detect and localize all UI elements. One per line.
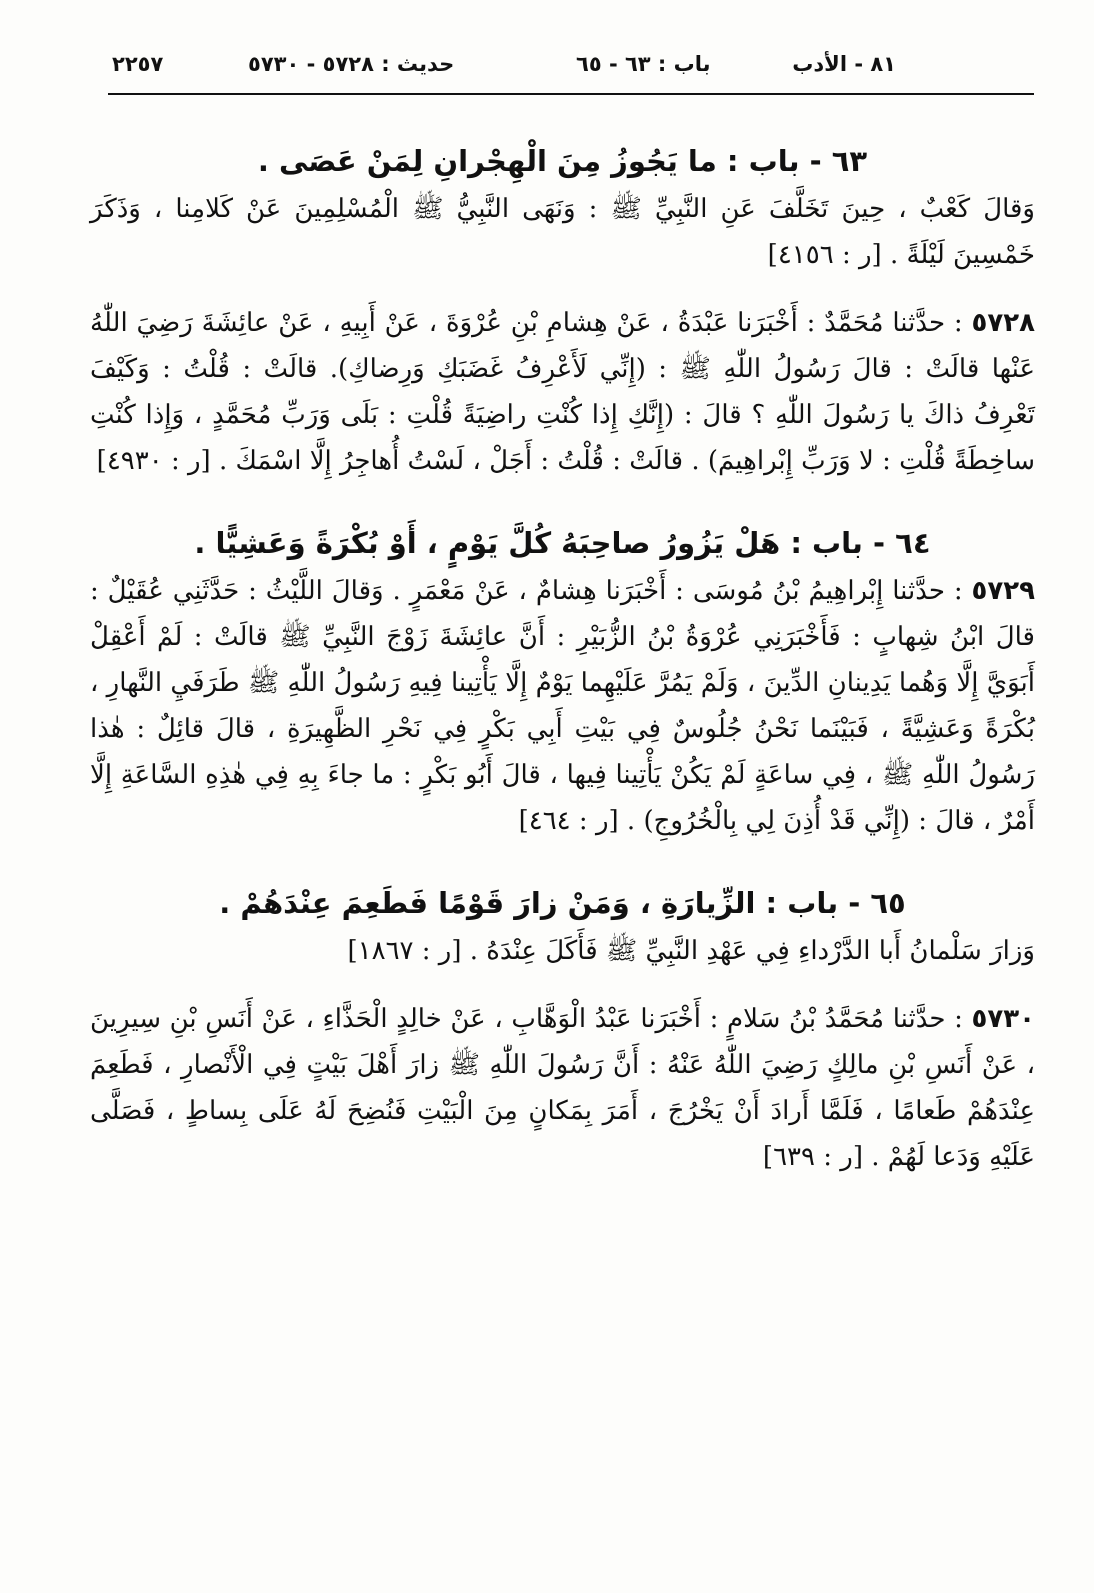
bab-range: باب : ٦٣ - ٦٥ (576, 52, 711, 76)
hadith-5729 (90, 568, 1035, 844)
intro-text: وَزارَ سَلْمانُ أَبا الدَّرْداءِ فِي عَهْدِ النَّبِيِّ ﷺ فَأَكَلَ عِنْدَهُ . (469, 936, 1035, 966)
cross-reference: [ر : ١٨٦٧] (347, 936, 462, 966)
chapter-64 (90, 518, 1035, 844)
hadith-number: ٥٧٢٨ (971, 308, 1035, 338)
chapter-65 (90, 878, 1035, 1180)
hadith-text: : حدَّثنا إِبْراهِيمُ بْنُ مُوسَى : أَخْبَرَنا هِشامٌ ، عَنْ مَعْمَرٍ . وَقالَ اللَّيْثُ : حَدَّثَنِي عُقَيْلٌ : قالَ ابْنُ شِهابٍ : فَأَخْبَرَنِي عُرْوَةُ بْنُ الزُّبَيْرِ : أَنَّ عائِشَةَ زَوْجَ النَّبِيِّ ﷺ قالَتْ : لَمْ أَعْقِلْ أَبَوَيَّ إِلَّا وَهُما يَدِينانِ الدِّينَ ، وَلَمْ يَمُرَّ عَلَيْهِما يَوْمٌ إِلَّا يَأْتِينا فِيهِ رَسُولُ اللّٰهِ ﷺ طَرَفَيِ النَّهارِ ، بُكْرَةً وَعَشِيَّةً ، فَبَيْنَما نَحْنُ جُلُوسٌ فِي بَيْتِ أَبِي بَكْرٍ فِي نَحْرِ الظَّهِيرَةِ ، قالَ قائِلٌ : هٰذا رَسُولُ اللّٰهِ ﷺ ، فِي ساعَةٍ لَمْ يَكُنْ يَأْتِينا فِيها ، قالَ أَبُو بَكْرٍ : ما جاءَ بِهِ فِي هٰذِهِ السَّاعَةِ إِلَّا أَمْرٌ ، قالَ : (إِنِّي قَدْ أُذِنَ لِي بِالْخُرُوجِ) . (90, 576, 1035, 836)
chapter-intro (90, 928, 1035, 974)
hadith-text: : حدَّثنا مُحَمَّدُ بْنُ سَلامٍ : أَخْبَرَنا عَبْدُ الْوَهَّابِ ، عَنْ خالِدٍ الْحَذَّاءِ ، عَنْ أَنَسِ بْنِ سِيرِينَ ، عَنْ أَنَسِ بْنِ مالِكٍ رَضِيَ اللّٰهُ عَنْهُ : أَنَّ رَسُولَ اللّٰهِ ﷺ زارَ أَهْلَ بَيْتٍ فِي الْأَنْصارِ ، فَطَعِمَ عِنْدَهُمْ طَعامًا ، فَلَمَّا أَرادَ أَنْ يَخْرُجَ ، أَمَرَ بِمَكانٍ مِنَ الْبَيْتِ فَنُضِحَ لَهُ عَلَى بِساطٍ ، فَصَلَّى عَلَيْهِ وَدَعا لَهُمْ . (90, 1004, 1035, 1172)
cross-reference: [ر : ٤٩٣٠] (96, 446, 211, 476)
cross-reference: [ر : ٤٦٤] (518, 806, 619, 836)
running-header (108, 48, 1034, 88)
chapter-title: ٦٤ - باب : هَلْ يَزُورُ صاحِبَهُ كُلَّ يَوْمٍ ، أَوْ بُكْرَةً وَعَشِيًّا . (194, 526, 931, 560)
intro-text: وَقالَ كَعْبٌ ، حِينَ تَخَلَّفَ عَنِ النَّبِيِّ ﷺ : وَنَهَى النَّبِيُّ ﷺ الْمُسْلِمِينَ عَنْ كَلامِنا ، وَذَكَرَ خَمْسِينَ لَيْلَةً . (90, 194, 1035, 270)
chapter-intro (90, 186, 1035, 278)
hadith-text: : حدَّثنا مُحَمَّدٌ : أَخْبَرَنا عَبْدَةُ ، عَنْ هِشامِ بْنِ عُرْوَةَ ، عَنْ أَبِيهِ ، عَنْ عائِشَةَ رَضِيَ اللّٰهُ عَنْها قالَتْ : قالَ رَسُولُ اللّٰهِ ﷺ : (إِنِّي لَأَعْرِفُ غَضَبَكِ وَرِضاكِ). قالَتْ : قُلْتُ : وَكَيْفَ تَعْرِفُ ذاكَ يا رَسُولَ اللّٰهِ ؟ قالَ : (إِنَّكِ إِذا كُنْتِ راضِيَةً قُلْتِ : بَلَى وَرَبِّ مُحَمَّدٍ ، وَإِذا كُنْتِ ساخِطَةً قُلْتِ : لا وَرَبِّ إِبْراهِيمَ) . قالَتْ : قُلْتُ : أَجَلْ ، لَسْتُ أُهاجِرُ إِلَّا اسْمَكَ . (90, 308, 1035, 476)
hadith-number: ٥٧٢٩ (971, 576, 1035, 606)
page-body (90, 136, 1035, 1214)
kitab-title: ٨١ - الأدب (792, 52, 896, 76)
header-divider (108, 93, 1034, 95)
hadith-5728 (90, 300, 1035, 484)
chapter-title: ٦٥ - باب : الزِّيارَةِ ، وَمَنْ زارَ قَوْمًا فَطَعِمَ عِنْدَهُمْ . (219, 886, 906, 920)
hadith-5730 (90, 996, 1035, 1180)
cross-reference: [ر : ٦٣٩] (762, 1142, 863, 1172)
hadith-number: ٥٧٣٠ (971, 1004, 1035, 1034)
hadith-range: حديث : ٥٧٢٨ - ٥٧٣٠ (248, 52, 455, 76)
page-number: ٢٢٥٧ (112, 52, 164, 76)
chapter-title: ٦٣ - باب : ما يَجُوزُ مِنَ الْهِجْرانِ لِمَنْ عَصَى . (257, 144, 868, 178)
cross-reference: [ر : ٤١٥٦] (767, 240, 882, 270)
chapter-63 (90, 136, 1035, 484)
